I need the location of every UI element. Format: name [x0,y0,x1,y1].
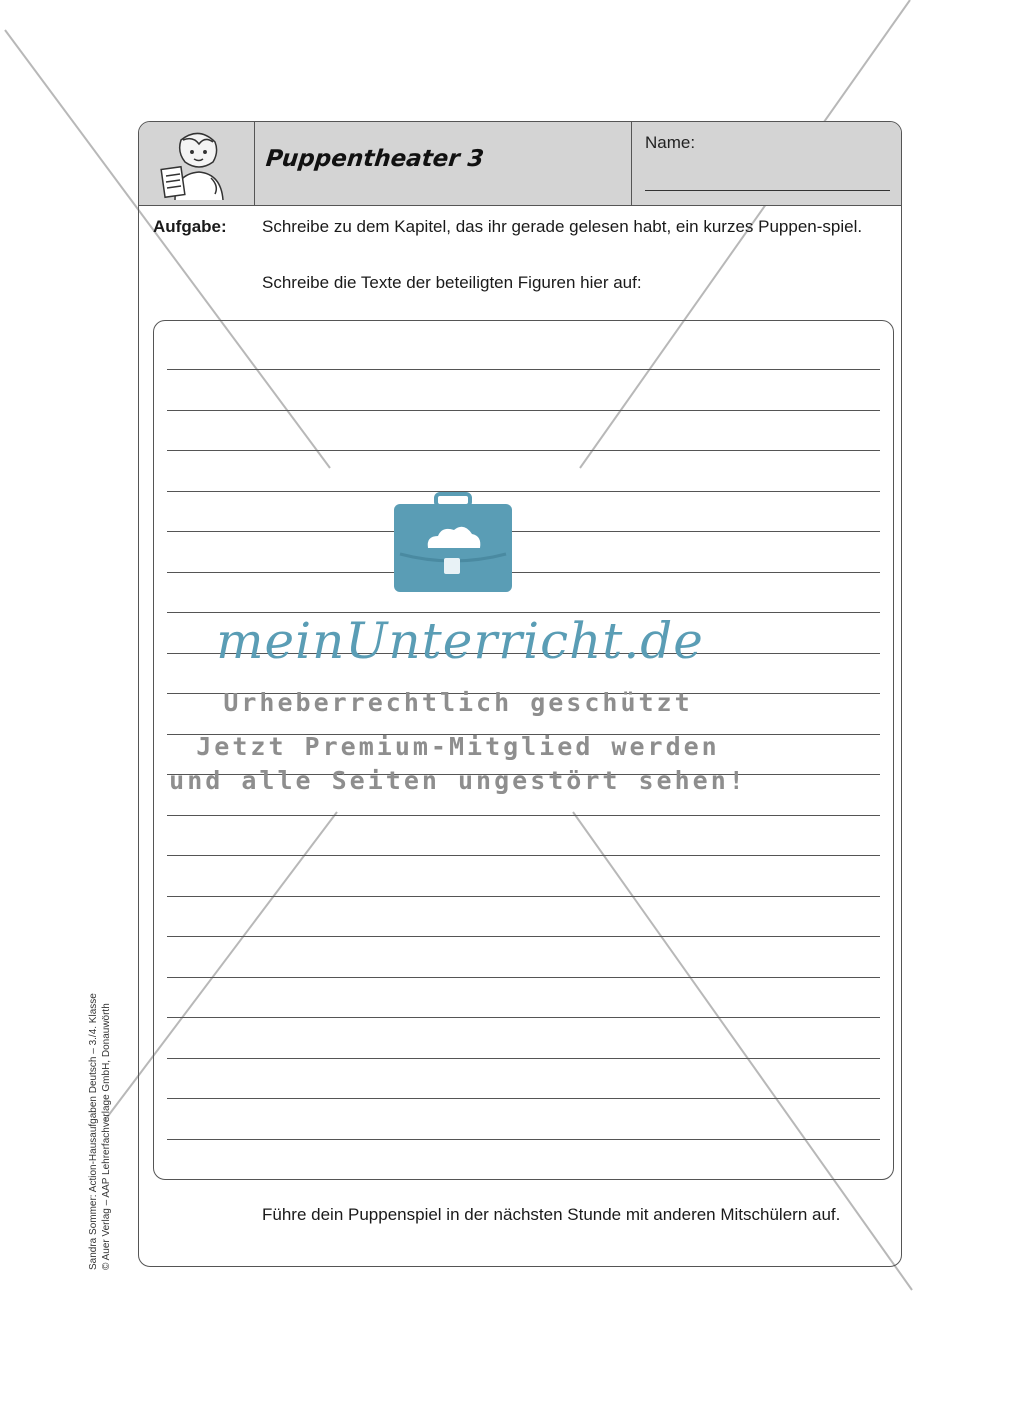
writing-line[interactable] [167,815,880,816]
writing-line[interactable] [167,1058,880,1059]
writing-line[interactable] [167,977,880,978]
writing-line[interactable] [167,491,880,492]
task-label: Aufgabe: [153,217,227,236]
page-title: Puppentheater 3 [264,146,486,172]
writing-line[interactable] [167,572,880,573]
task-paragraph-1: Schreibe zu dem Kapitel, das ihr gerade gelesen habt, ein kurzes Puppen-spiel. [262,217,863,236]
writing-line[interactable] [167,369,880,370]
copyright-line-1: Sandra Sommer: Action-Hausaufgaben Deutsch – 3./4. Klasse [88,993,99,1270]
writing-line[interactable] [167,1098,880,1099]
writing-line[interactable] [167,450,880,451]
child-with-notepad-icon [139,122,254,205]
writing-line[interactable] [167,531,880,532]
header-icon-cell [139,122,255,205]
task-paragraph-3: Führe dein Puppenspiel in der nächsten Stunde mit anderen Mitschülern auf. [262,1205,841,1224]
name-line[interactable] [645,190,890,191]
writing-line[interactable] [167,410,880,411]
worksheet-header [139,122,901,206]
watermark-brand: meinUnterricht.de [216,612,704,670]
task-paragraph-2: Schreibe die Texte der beteiligten Figuren hier auf: [262,273,642,292]
name-label: Name: [645,133,696,152]
briefcase-cloud-icon [390,492,516,596]
watermark-line-1: Urheberrechtlich geschützt [223,688,693,717]
watermark-line-2: Jetzt Premium-Mitglied werden [196,732,720,761]
header-title-cell [254,122,632,205]
watermark-line-3: und alle Seiten ungestört sehen! [169,766,747,795]
writing-line[interactable] [167,855,880,856]
copyright-line-2: © Auer Verlag – AAP Lehrerfachverlage GmbH, Donauwörth [101,1003,112,1270]
writing-line[interactable] [167,896,880,897]
copyright-sidebar [87,993,113,1270]
writing-line[interactable] [167,936,880,937]
writing-line[interactable] [167,1139,880,1140]
writing-line[interactable] [167,1017,880,1018]
